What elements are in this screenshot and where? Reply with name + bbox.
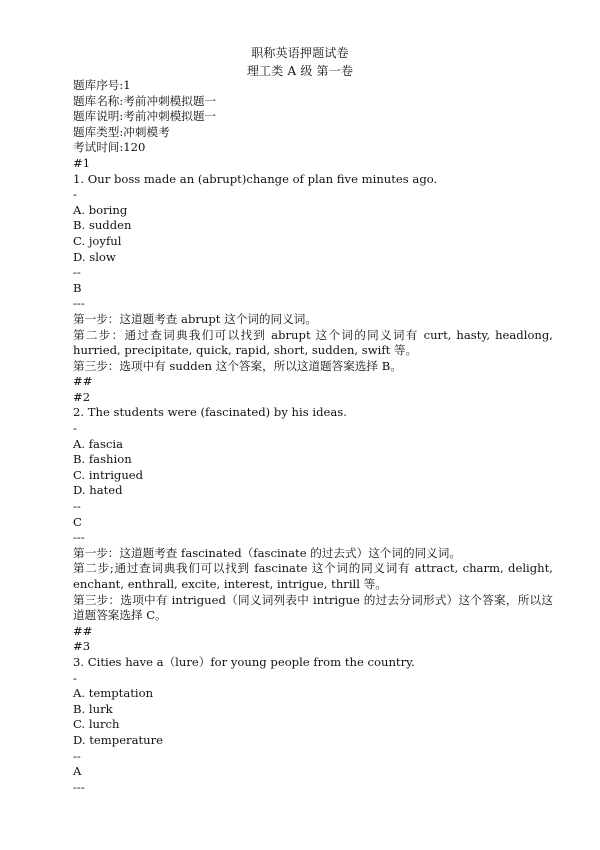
option-d: D. hated	[73, 483, 123, 498]
explanation-step-1: 第一步：这道题考查 abrupt 这个词的同义词。	[73, 311, 317, 326]
question-end-marker: ##	[73, 374, 93, 389]
answer-letter: A	[73, 764, 82, 779]
option-b: B. fashion	[73, 452, 132, 467]
explanation-step-2: 第二步;通过查词典我们可以找到 fascinate 这个词的同义词有 attract, charm, delight, enchant, enthrall, excite, interest, intrigue, thrill 等。	[73, 561, 553, 591]
meta-bank-type: 题库类型:冲刺模考	[73, 124, 170, 139]
answer-separator: --	[73, 499, 81, 514]
answer-separator: --	[73, 265, 81, 280]
question-stem: 2. The students were (fascinated) by his ideas.	[73, 405, 347, 420]
option-a: A. temptation	[73, 686, 154, 701]
question-marker: #2	[73, 389, 91, 404]
option-b: B. lurk	[73, 701, 113, 716]
answer-letter: B	[73, 280, 82, 295]
meta-bank-name: 题库名称:考前冲刺模拟题一	[73, 93, 217, 108]
meta-exam-time: 考试时间:120	[73, 140, 146, 155]
question-marker: #3	[73, 639, 91, 654]
answer-letter: C	[73, 514, 82, 529]
document-title: 职称英语押题试卷	[251, 46, 349, 60]
question-stem: 3. Cities have a（lure）for young people from the country.	[73, 654, 415, 669]
document-subtitle: 理工类 A 级 第一卷	[246, 64, 354, 78]
option-d: D. slow	[73, 249, 116, 264]
meta-bank-number: 题库序号:1	[73, 78, 131, 92]
document-header	[0, 44, 600, 80]
option-c: C. intrigued	[73, 467, 144, 482]
answer-separator: --	[73, 748, 81, 763]
option-a: A. boring	[73, 202, 128, 217]
explanation-step-3: 第三步：选项中有 sudden 这个答案，所以这道题答案选择 B。	[73, 358, 402, 373]
meta-bank-description: 题库说明:考前冲刺模拟题一	[73, 109, 217, 124]
explanation-step-2: 第二步：通过查词典我们可以找到 abrupt 这个词的同义词有 curt, hasty, headlong, hurried, precipitate, quick, rapid, short, sudden, swift 等。	[73, 327, 553, 358]
option-separator: -	[73, 670, 77, 685]
explanation-separator: ---	[73, 296, 85, 311]
explanation-step-3: 第三步：选项中有 intrigued（同义词列表中 intrigue 的过去分词形式）这个答案，所以这道题答案选择 C。	[73, 592, 553, 623]
option-separator: -	[73, 421, 77, 436]
explanation-step-1: 第一步：这道题考查 fascinated（fascinate 的过去式）这个词的同义词。	[73, 545, 461, 560]
explanation-separator: ---	[73, 530, 85, 545]
exam-content	[73, 78, 553, 795]
question-marker: #1	[73, 155, 91, 170]
question-stem: 1. Our boss made an (abrupt)change of plan five minutes ago.	[73, 171, 438, 186]
question-end-marker: ##	[73, 623, 93, 638]
option-d: D. temperature	[73, 732, 164, 747]
explanation-separator: ---	[73, 779, 85, 794]
option-c: C. lurch	[73, 717, 120, 732]
option-b: B. sudden	[73, 218, 132, 233]
option-c: C. joyful	[73, 233, 122, 248]
option-a: A. fascia	[73, 436, 124, 451]
option-separator: -	[73, 187, 77, 202]
